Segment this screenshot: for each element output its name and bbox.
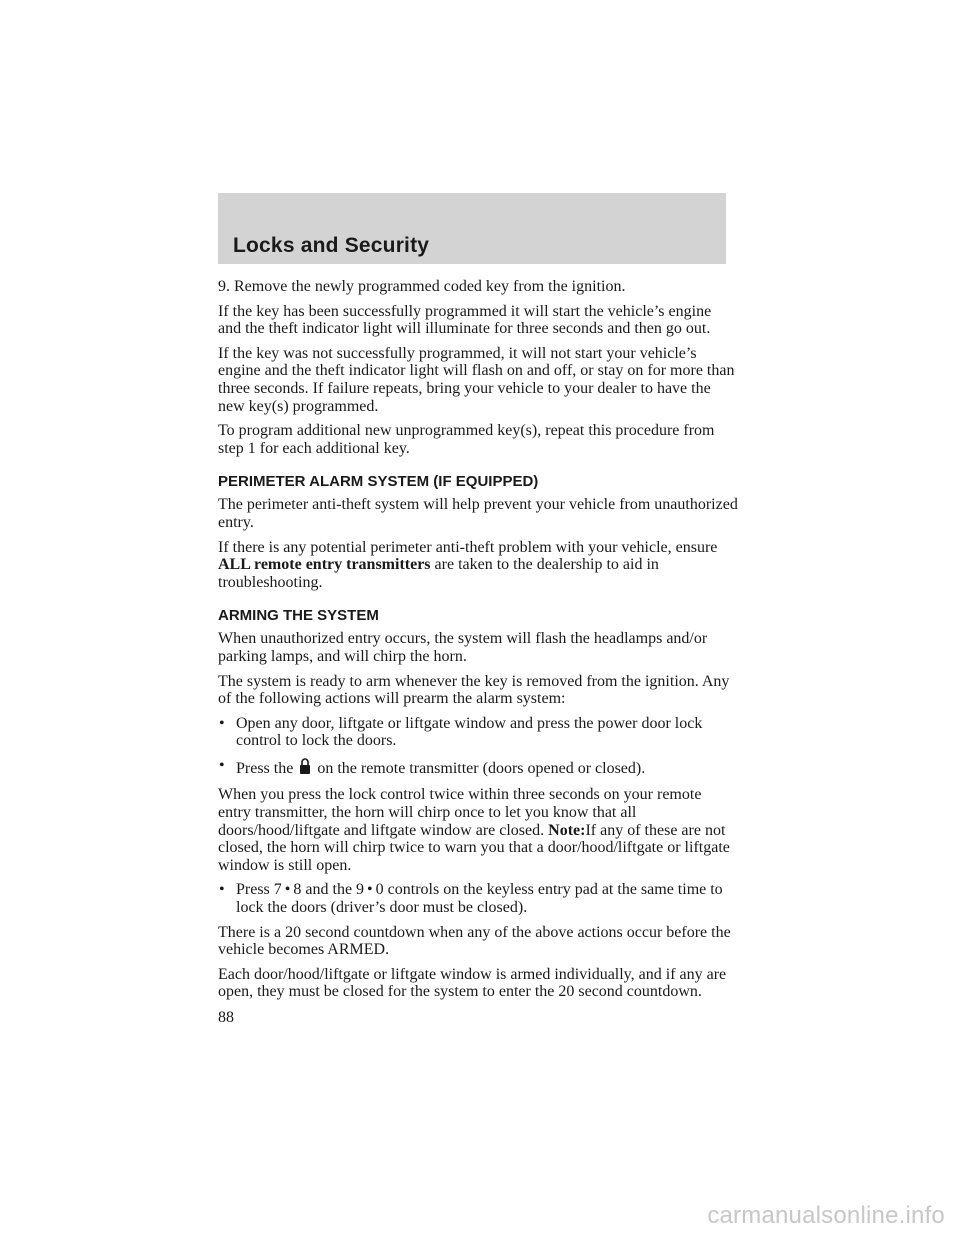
failure-paragraph: If the key was not successfully programmed, it will not start your vehicle’s engine and the theft indicator light will flash on and off, or stay on for more than three seconds. If failure repeats, bring your vehicle to your dealer to have the new key(s) programmed. xyxy=(218,344,735,415)
note-text: If any of these are not closed, the horn will chirp twice to warn you that a door/hood/liftgate or liftgate window is still open. xyxy=(218,821,730,874)
watermark: carmanualsonline.info xyxy=(707,1202,945,1229)
page-number: 88 xyxy=(218,1009,234,1026)
unauthorized-entry-paragraph: When unauthorized entry occurs, the system will flash the headlamps and/or parking lamps, and will chirp the horn. xyxy=(218,630,708,665)
bullet-keypad-lock xyxy=(218,881,738,916)
armed-individually-paragraph: Each door/hood/liftgate or liftgate window is armed individually, and if any are open, they must be closed for the system to enter the 20 second countdown. xyxy=(218,965,727,1001)
success-paragraph: If the key has been successfully programmed it will start the vehicle’s engine and the theft indicator light will illuminate for three seconds and then go out. xyxy=(218,302,712,338)
additional-keys-paragraph: To program additional new unprogrammed key(s), repeat this procedure from step 1 for each additional key. xyxy=(218,422,715,457)
section-title: Locks and Security xyxy=(233,234,430,257)
bullet-dot: • xyxy=(219,714,225,732)
perimeter-alarm-heading: PERIMETER ALARM SYSTEM (IF EQUIPPED) xyxy=(218,473,539,491)
note-label: Note: xyxy=(548,821,586,839)
step-9-paragraph: 9. Remove the newly programmed coded key from the ignition. xyxy=(218,278,626,295)
perimeter-intro-paragraph: The perimeter anti-theft system will help prevent your vehicle from unauthorized entry. xyxy=(218,496,738,531)
perimeter-troubleshoot-paragraph xyxy=(218,539,738,592)
padlock-icon xyxy=(299,757,311,780)
bullet-dot: • xyxy=(219,756,225,774)
prearm-paragraph: The system is ready to arm whenever the key is removed from the ignition. Any of the following actions will prearm the alarm system: xyxy=(218,672,730,708)
bullet-text-start: Press the xyxy=(236,759,294,777)
lock-twice-paragraph xyxy=(218,786,738,874)
bullet-dot: • xyxy=(219,881,225,899)
page-content xyxy=(218,278,738,1008)
bullet-door-lock xyxy=(218,715,738,750)
keypad-separator-dot: • xyxy=(284,881,291,899)
transmitters-emphasis: ALL remote entry transmitters xyxy=(218,556,431,574)
bullet-text-end: on the remote transmitter (doors opened or closed). xyxy=(317,759,646,777)
keypad-text-b: 8 and the 9 xyxy=(293,881,365,899)
countdown-paragraph: There is a 20 second countdown when any of the above actions occur before the vehicle becomes ARMED. xyxy=(218,923,731,959)
keypad-text-a: Press 7 xyxy=(236,881,282,899)
lock-twice-text: When you press the lock control twice within three seconds on your remote entry transmitter, the horn will chirp once to let you know that all doors/hood/liftgate and liftgate window are closed. xyxy=(218,786,702,839)
troubleshoot-text-start: If there is any potential perimeter anti-theft problem with your vehicle, ensure xyxy=(218,538,718,556)
bullet-text: Open any door, liftgate or liftgate window and press the power door lock control to lock the doors. xyxy=(236,714,703,750)
bullet-remote-lock xyxy=(218,757,738,780)
keypad-separator-dot: • xyxy=(367,881,373,899)
keypad-text-c: 0 controls on the keyless entry pad at the same time to lock the doors (driver’s door must be closed). xyxy=(236,881,723,917)
troubleshoot-text-end: are taken to the dealership to aid in troubleshooting. xyxy=(218,556,659,591)
arming-heading: ARMING THE SYSTEM xyxy=(218,607,379,625)
